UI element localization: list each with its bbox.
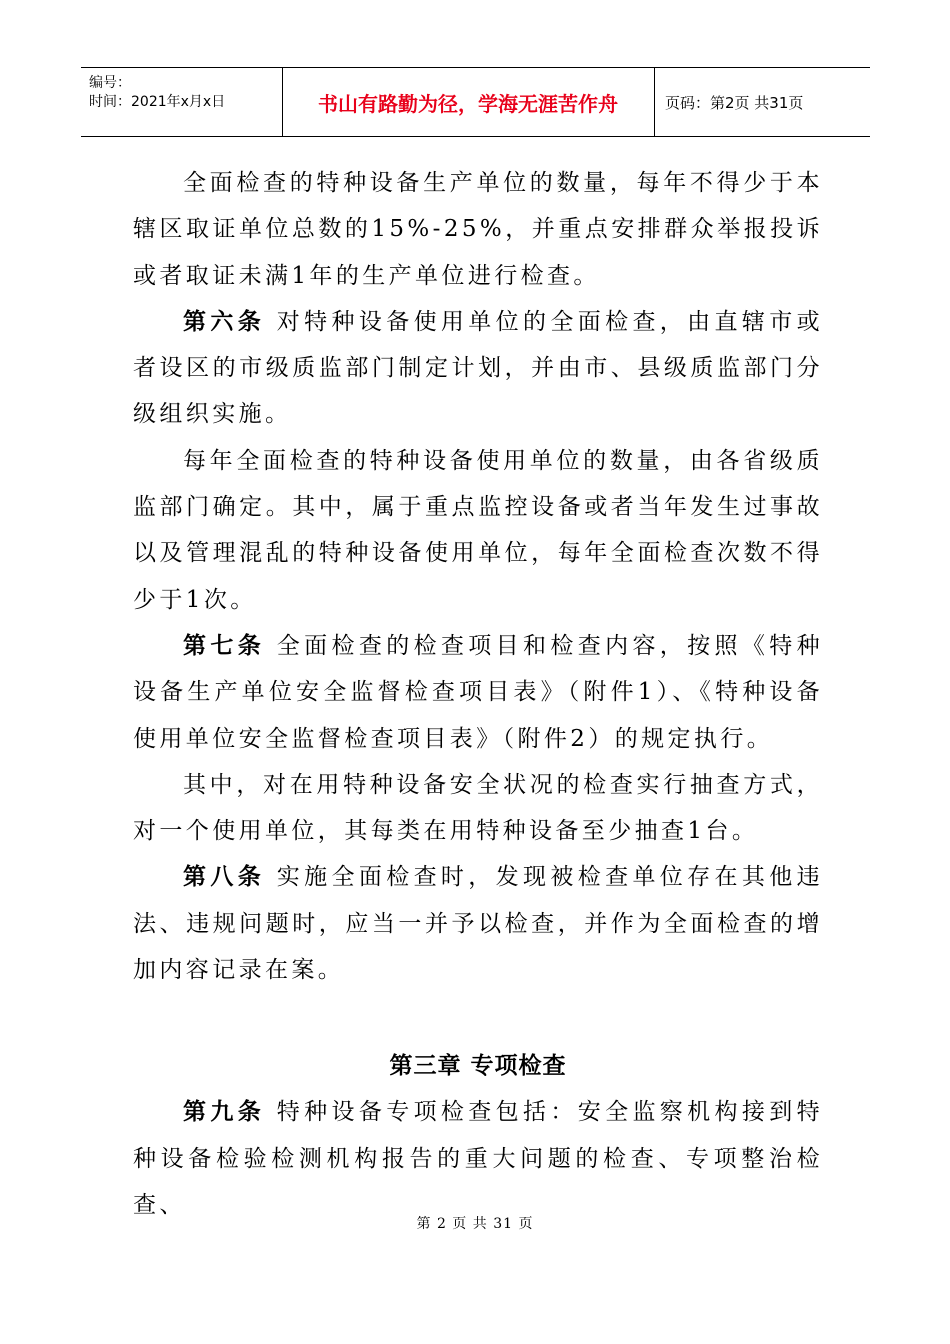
page-footer: 第 2 页 共 31 页 xyxy=(416,1216,534,1232)
paragraph-text: 特种设备专项检查包括：安全监察机构接到特种设备检验检测机构报告的重大问题的检查、专项整治检查、 xyxy=(133,1099,824,1218)
paragraph-text: 实施全面检查时，发现被检查单位存在其他违法、违规问题时，应当一并予以检查，并作为全面检查的增加内容记录在案。 xyxy=(133,864,824,984)
paragraph xyxy=(133,762,823,855)
paragraph xyxy=(133,438,823,623)
paragraph-text: 每年全面检查的特种设备使用单位的数量，由各省级质监部门确定。其中，属于重点监控设备或者当年发生过事故以及管理混乱的特种设备使用单位，每年全面检查次数不得少于1次。 xyxy=(133,447,823,613)
header-page-info: 页码：第2页 共31页 xyxy=(654,68,870,136)
article-heading: 第八条 xyxy=(183,863,266,891)
document-time-label: 时间：2021年x月x日 xyxy=(89,94,226,110)
document-body xyxy=(133,160,823,1228)
document-number-label: 编号： xyxy=(89,75,131,91)
paragraph xyxy=(133,1089,823,1228)
header-motto: 书山有路勤为径，学海无涯苦作舟 xyxy=(318,91,618,116)
paragraph-text: 其中，对在用特种设备安全状况的检查实行抽查方式，对一个使用单位，其每类在用特种设备至少抽查1台。 xyxy=(133,771,823,845)
paragraph-text: 全面检查的检查项目和检查内容，按照《特种设备生产单位安全监督检查项目表》（附件1）、《特种设备使用单位安全监督检查项目表》（附件2）的规定执行。 xyxy=(133,632,824,752)
paragraph-text: 对特种设备使用单位的全面检查，由直辖市或者设区的市级质监部门制定计划，并由市、县级质监部门分级组织实施。 xyxy=(133,308,824,428)
paragraph xyxy=(133,623,823,762)
article-heading: 第七条 xyxy=(183,631,266,659)
paragraph-text: 全面检查的特种设备生产单位的数量，每年不得少于本辖区取证单位总数的15%-25%，并重点安排群众举报投诉或者取证未满1年的生产单位进行检查。 xyxy=(133,170,823,289)
page-header xyxy=(81,67,870,137)
article-heading: 第六条 xyxy=(183,307,266,335)
header-meta-cell xyxy=(81,68,283,136)
chapter-title: 第三章 专项检查 xyxy=(389,1053,567,1080)
article-heading: 第九条 xyxy=(183,1098,266,1126)
paragraph xyxy=(133,854,823,993)
paragraph xyxy=(133,160,823,299)
paragraph xyxy=(133,299,823,438)
